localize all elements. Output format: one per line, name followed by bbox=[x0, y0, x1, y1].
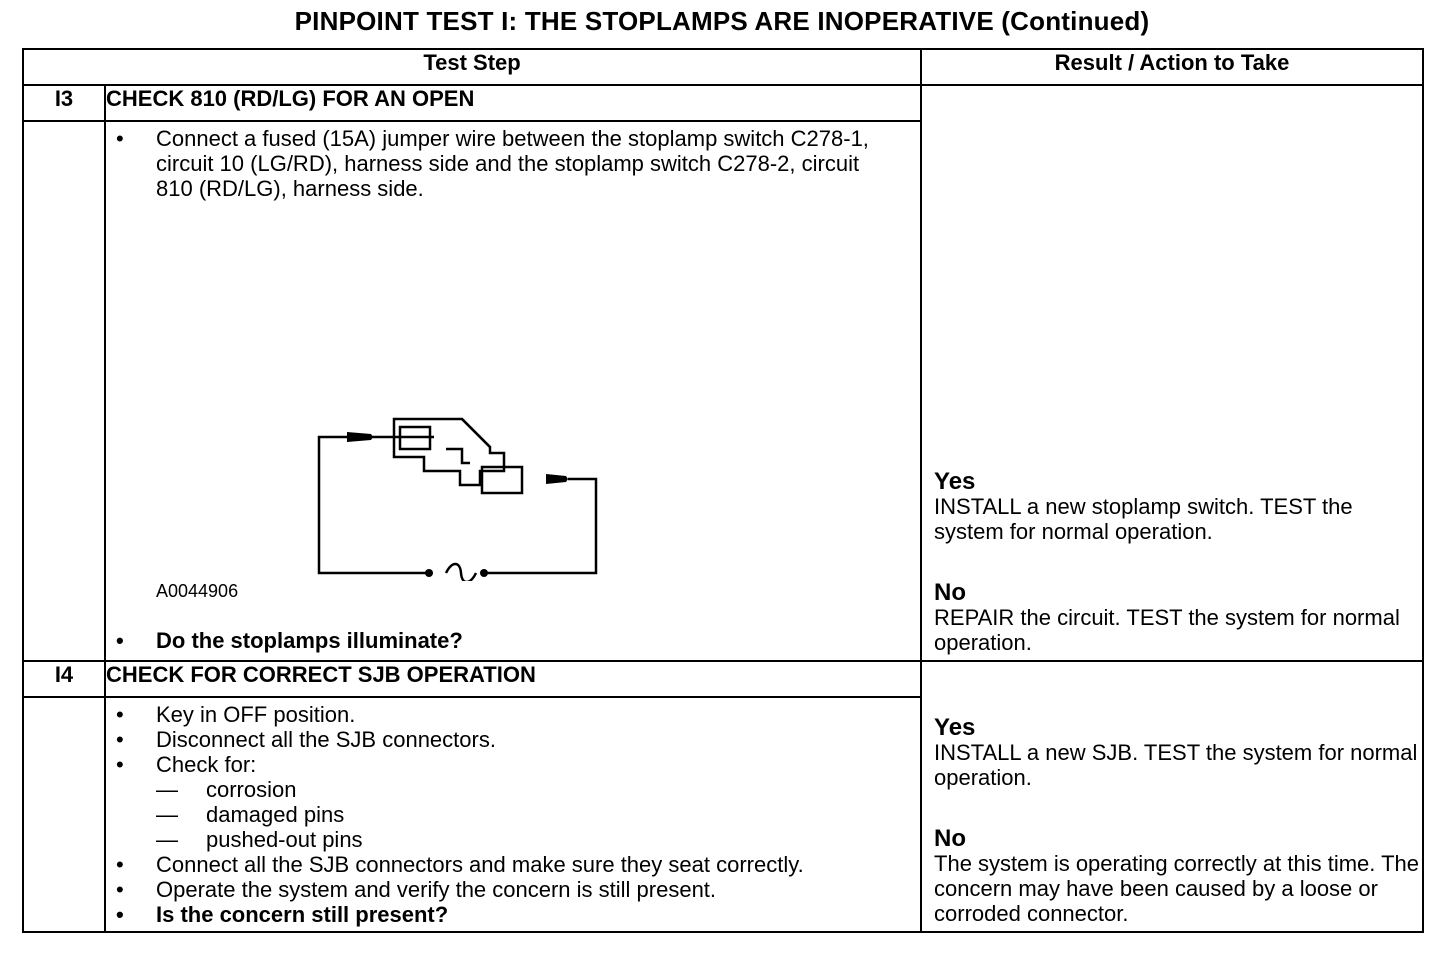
step-i3-title: CHECK 810 (RD/LG) FOR AN OPEN bbox=[105, 85, 921, 121]
check-item: — damaged pins bbox=[156, 802, 345, 827]
check-item: — pushed-out pins bbox=[156, 827, 363, 852]
bullet-icon: • bbox=[116, 877, 124, 902]
step-i4-body bbox=[105, 697, 921, 932]
step-i3-no-action: REPAIR the circuit. TEST the system for normal operation. bbox=[934, 605, 1400, 655]
fuse-terminal-right-icon bbox=[480, 569, 488, 577]
step-i3-body bbox=[105, 121, 921, 661]
step-i3-blank-cell bbox=[23, 121, 105, 661]
fuse-icon bbox=[446, 564, 476, 581]
step-i4-yes-label: Yes bbox=[934, 714, 976, 741]
header-row bbox=[23, 49, 1423, 85]
bullet-icon: • bbox=[116, 702, 124, 727]
result-header: Result / Action to Take bbox=[921, 49, 1423, 85]
step-i4-no-action: The system is operating correctly at this time. The concern may have been caused by a loose or corroded connector. bbox=[934, 851, 1420, 926]
step-i3-result-cell bbox=[921, 85, 1423, 661]
step-i4-question: • Is the concern still present? bbox=[116, 902, 449, 927]
step-i3-title-row bbox=[23, 85, 1423, 121]
step-i4-result-cell bbox=[921, 661, 1423, 932]
bullet-icon: • bbox=[116, 727, 124, 752]
check-list bbox=[156, 777, 900, 852]
dash-icon: — bbox=[156, 802, 178, 827]
step-i4-yes-action: INSTALL a new SJB. TEST the system for normal operation. bbox=[934, 740, 1418, 790]
jumper-clip-right-icon bbox=[546, 474, 568, 484]
dash-icon: — bbox=[156, 827, 178, 852]
step-i3-question: • Do the stoplamps illuminate? bbox=[116, 628, 463, 653]
test-step-header: Test Step bbox=[23, 49, 921, 85]
step-i4-bullet: • Connect all the SJB connectors and make sure they seat correctly. bbox=[116, 852, 804, 877]
jumper-clip-left-icon bbox=[347, 432, 373, 442]
step-i4-id: I4 bbox=[23, 661, 105, 697]
stoplamp-switch-icon bbox=[394, 419, 504, 485]
page-title: PINPOINT TEST I: THE STOPLAMPS ARE INOPERATIVE (Continued) bbox=[294, 6, 1150, 36]
step-i4-title: CHECK FOR CORRECT SJB OPERATION bbox=[105, 661, 921, 697]
step-i4-bullet: • Operate the system and verify the concern is still present. bbox=[116, 877, 717, 902]
check-item: — corrosion bbox=[156, 777, 297, 802]
bullet-icon: • bbox=[116, 752, 124, 777]
step-i3-figure-id: A0044906 bbox=[156, 581, 239, 601]
dash-icon: — bbox=[156, 777, 178, 802]
step-i3-id: I3 bbox=[23, 85, 105, 121]
bullet-icon: • bbox=[116, 902, 124, 927]
step-i3-yes-label: Yes bbox=[934, 468, 976, 495]
step-i4-no-label: No bbox=[934, 825, 967, 852]
step-i4-bullet: • Key in OFF position. bbox=[116, 702, 356, 727]
jumper-wire-diagram bbox=[106, 201, 922, 581]
bullet-icon: • bbox=[116, 628, 124, 653]
bullet-icon: • bbox=[116, 852, 124, 877]
step-i3-yes-action: INSTALL a new stoplamp switch. TEST the system for normal operation. bbox=[934, 494, 1353, 544]
step-i4-bullet: • Check for: — corrosion — damaged pins — pushed-out pins bbox=[106, 752, 900, 852]
step-i4-title-row bbox=[23, 661, 1423, 697]
pinpoint-test-table bbox=[22, 48, 1424, 933]
step-i4-bullet: • Disconnect all the SJB connectors. bbox=[116, 727, 496, 752]
fuse-terminal-left-icon bbox=[425, 569, 433, 577]
bullet-icon: • bbox=[116, 126, 124, 151]
step-i3-no-label: No bbox=[934, 579, 967, 606]
step-i3-instruction: • Connect a fused (15A) jumper wire between the stoplamp switch C278-1, circuit 10 (LG/RD), harness side and the stoplamp switch C278-2, circuit 810 (RD/LG), harness side. bbox=[116, 126, 869, 201]
step-i4-blank-cell bbox=[23, 697, 105, 932]
